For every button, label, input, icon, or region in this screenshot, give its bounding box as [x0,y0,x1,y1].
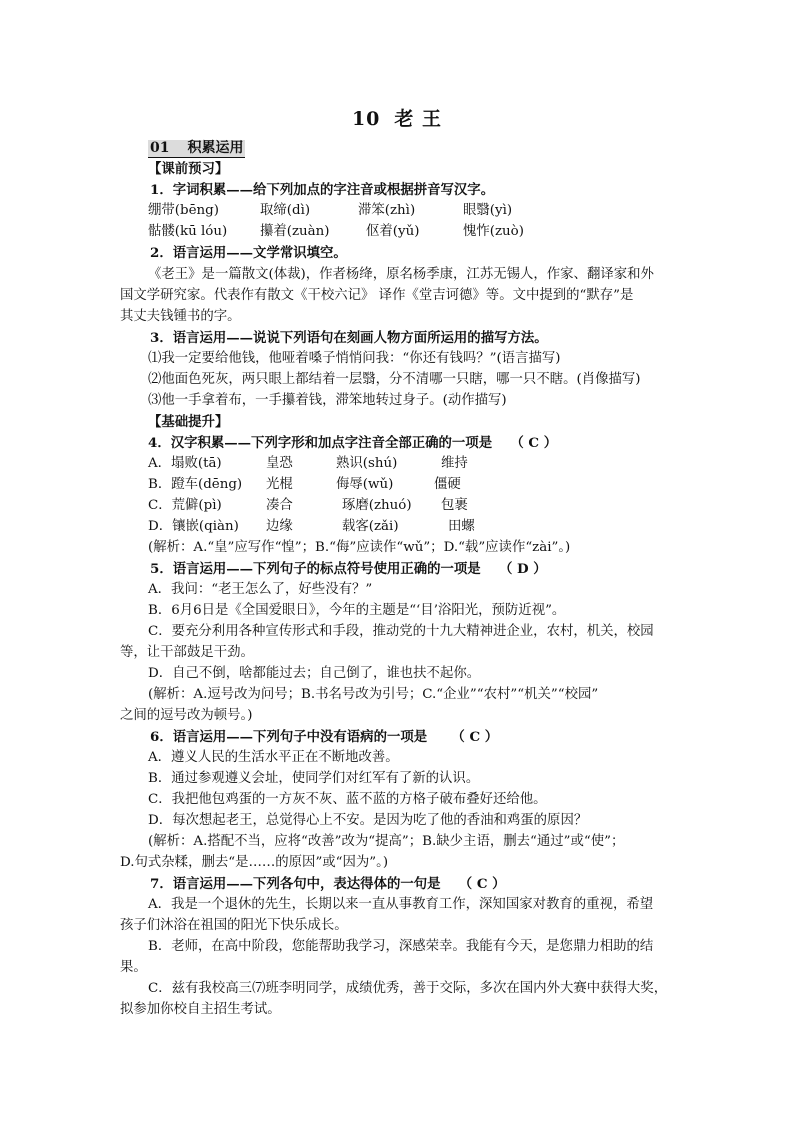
lesson-name: 老 王 [394,108,443,130]
option-text: 侮辱(wǔ) [336,477,394,492]
subheading-preview: 【课前预习】 [148,161,229,177]
option-text: 琢磨(zhuó) [342,498,412,513]
q5-option-c: C．要充分利用各种宣传形式和手段，推动党的十九大精神进企业，农村，机关，校园 [148,624,654,639]
q2-paragraph-line: 《老王》是一篇散文(体裁)，作者杨绛，原名杨季康，江苏无锡人，作家、翻译家和外 [148,267,654,282]
q6-option-d: D．每次想起老王，总觉得心上不安。是因为吃了他的香油和鸡蛋的原因？ [148,813,588,828]
option-text: 边缘 [266,519,293,534]
q7-option-c-cont: 拟参加你校自主招生考试。 [120,1002,281,1017]
subheading-basic: 【基础提升】 [148,414,229,430]
q6-stem-line [150,728,498,747]
q1-stem: 1．字词积累——给下列加点的字注音或根据拼音写汉字。 [150,182,495,198]
page-title [0,104,794,131]
q6-option-c: C．我把他包鸡蛋的一方灰不灰、蓝不蓝的方格子破布叠好还给他。 [148,792,547,807]
q6-stem: 6．语言运用——下列句子中没有语病的一项是 [150,729,428,745]
q6-option-a: A．遵义人民的生活水平正在不断地改善。 [148,750,399,765]
q5-option-c-cont: 等，让干部鼓足干劲。 [120,645,254,660]
q5-explanation: (解析：A.逗号改为问号；B.书名号改为引号；C.“企业”“农村”“机关”“校园” [148,687,599,702]
q1-item: 伛着(yǔ) [366,224,420,239]
q6-answer: （ C ） [451,729,499,745]
section-label: 积累运用 [187,140,244,156]
q7-stem-line [150,875,506,894]
q4-stem-line [148,434,557,453]
q4-answer: （ C ） [510,435,558,451]
q4-explanation: (解析：A.“皇”应写作“惶”；B.“侮”应读作“wǔ”；D.“载”应读作“zài”。) [148,540,571,555]
option-text: 维持 [441,456,468,471]
q1-item: 攥着(zuàn) [260,224,330,239]
q7-option-a: A．我是一个退休的先生，长期以来一直从事教育工作，深知国家对教育的重视，希望 [148,897,654,912]
q4-stem: 4．汉字积累——下列字形和加点字注音全部正确的一项是 [148,435,493,451]
q6-explanation: (解析：A.搭配不当，应将“改善”改为“提高”；B.缺少主语，删去“通过”或“使”； [148,834,625,849]
q3-sentence: ⑶他一手拿着布，一手攥着钱，滞笨地转过身子。(动作描写) [148,393,507,408]
section-number: 01 [150,140,170,156]
q6-explanation-cont: D.句式杂糅，删去“是……的原因”或“因为”。) [120,855,389,870]
option-text: 田螺 [448,519,475,534]
q1-item: 取缔(dì) [260,203,311,218]
option-text: A．塌败(tā) [148,456,222,471]
q6-option-b: B．通过参观遵义会址，使同学们对红军有了新的认识。 [148,771,480,786]
q7-answer: （ C ） [458,876,506,892]
q5-option-b: B．6月6日是《全国爱眼日》，今年的主题是“‘目’浴阳光，预防近视”。 [148,603,566,618]
q5-stem-line [150,560,547,579]
q7-option-b: B．老师，在高中阶段，您能帮助我学习，深感荣幸。我能有今天，是您鼎力相助的结 [148,939,654,954]
q7-option-a-cont: 孩子们沐浴在祖国的阳光下快乐成长。 [120,918,348,933]
option-text: 皇恐 [266,456,293,471]
q5-option-d: D．自己不倒，啥都能过去；自己倒了，谁也扶不起你。 [148,666,481,681]
q1-item: 愧怍(zuò) [463,224,524,239]
q5-explanation-cont: 之间的逗号改为顿号。) [120,708,253,723]
option-text: 熟识(shú) [336,456,398,471]
option-text: 包裹 [441,498,468,513]
option-text: B．蹬车(dēng) [148,477,243,492]
option-text: 光棍 [266,477,293,492]
q5-answer: （ D ） [498,561,547,577]
option-text: 凑合 [266,498,293,513]
q1-item: 眼翳(yì) [463,203,513,218]
q2-paragraph-line: 国文学研究家。代表作有散文《干校六记》 译作《堂吉诃德》等。文中提到的“默存”是 [120,288,634,303]
option-text: 僵硬 [434,477,461,492]
q1-item: 骷髅(kū lóu) [148,224,228,239]
q7-option-c: C．兹有我校高三⑺班李明同学，成绩优秀，善于交际，多次在国内外大赛中获得大奖， [148,981,668,996]
q2-stem: 2．语言运用——文学常识填空。 [150,245,347,261]
section-heading [148,140,245,158]
q1-item: 绷带(bēng) [148,203,219,218]
q2-paragraph-line: 其丈夫钱锺书的字。 [120,309,241,324]
option-text: 载客(zǎi) [342,519,399,534]
q3-stem: 3．语言运用——说说下列语句在刻画人物方面所运用的描写方法。 [150,330,548,346]
q7-stem: 7．语言运用——下列各句中，表达得体的一句是 [150,876,441,892]
q7-option-b-cont: 果。 [120,960,147,975]
q1-item: 滞笨(zhì) [358,203,416,218]
q3-sentence: ⑴我一定要给他钱，他哑着嗓子悄悄问我：“你还有钱吗？”(语言描写) [148,351,561,366]
q5-stem: 5．语言运用——下列句子的标点符号使用正确的一项是 [150,561,481,577]
option-text: C．荒僻(pì) [148,498,222,513]
option-text: D．镶嵌(qiàn) [148,519,239,534]
q3-sentence: ⑵他面色死灰，两只眼上都结着一层翳，分不清哪一只瞎，哪一只不瞎。(肖像描写) [148,372,641,387]
q5-option-a: A．我问：“老王怎么了，好些没有？” [148,582,373,597]
lesson-number: 10 [351,108,381,130]
